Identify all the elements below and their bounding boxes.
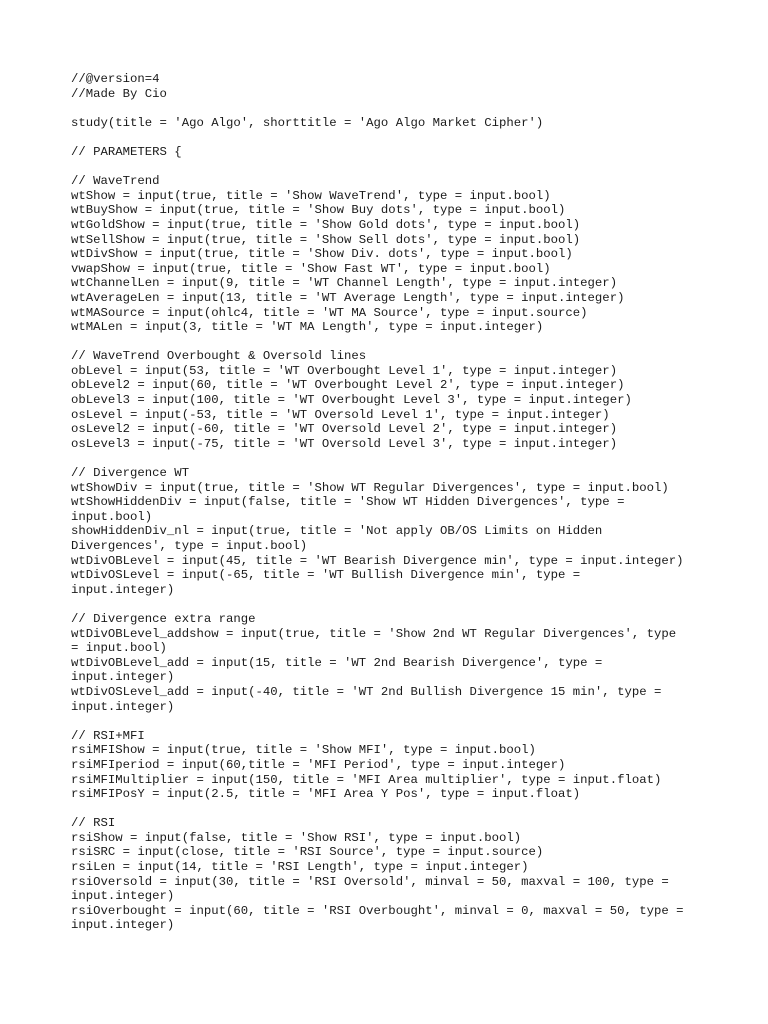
code-line: wtSellShow = input(true, title = 'Show Sell dots', type = input.bool) [71,232,581,247]
code-line: // WaveTrend [71,174,160,189]
code-line: study(title = 'Ago Algo', shorttitle = 'Ago Algo Market Cipher') [71,115,544,130]
blank-line [71,101,711,116]
code-line: wtShow = input(true, title = 'Show WaveTrend', type = input.bool) [71,188,551,203]
code-line: obLevel3 = input(100, title = 'WT Overbought Level 3', type = input.integer) [71,393,632,408]
blank-line [71,451,711,466]
code-line: // PARAMETERS { [71,144,182,159]
code-line: showHiddenDiv_nl = input(true, title = 'Not apply OB/OS Limits on Hidden [71,524,603,539]
code-line: rsiLen = input(14, title = 'RSI Length', type = input.integer) [71,860,529,875]
code-line: // RSI+MFI [71,728,145,743]
code-line: input.integer) [71,918,175,933]
code-line: // Divergence extra range [71,611,256,626]
code-line: wtBuyShow = input(true, title = 'Show Buy dots', type = input.bool) [71,203,566,218]
code-line: wtMASource = input(ohlc4, title = 'WT MA Source', type = input.source) [71,305,588,320]
code-line: // RSI [71,816,116,831]
code-line: rsiShow = input(false, title = 'Show RSI', type = input.bool) [71,830,522,845]
code-line: wtDivOBLevel_addshow = input(true, title = 'Show 2nd WT Regular Divergences', type [71,626,677,641]
code-line: wtDivOBLevel_add = input(15, title = 'WT 2nd Bearish Divergence', type = [71,655,603,670]
code-line: Divergences', type = input.bool) [71,539,308,553]
code-line: obLevel2 = input(60, title = 'WT Overbought Level 2', type = input.integer) [71,378,625,393]
code-line: // WaveTrend Overbought & Oversold lines [71,349,367,364]
blank-line [71,597,711,612]
code-listing [71,72,711,933]
code-line: rsiMFIPosY = input(2.5, title = 'MFI Area Y Pos', type = input.float) [71,787,581,802]
code-line: wtGoldShow = input(true, title = 'Show Gold dots', type = input.bool) [71,217,581,232]
code-line: rsiMFIMultiplier = input(150, title = 'MFI Area multiplier', type = input.float) [71,772,662,787]
code-line: //@version=4 [71,72,160,86]
blank-line [71,160,711,175]
code-line: wtDivOBLevel = input(45, title = 'WT Bearish Divergence min', type = input.integer) [71,553,684,568]
code-line: wtAverageLen = input(13, title = 'WT Average Length', type = input.integer) [71,290,625,305]
code-line: rsiMFIShow = input(true, title = 'Show MFI', type = input.bool) [71,743,536,758]
code-line: input.integer) [71,699,175,714]
code-line: wtShowHiddenDiv = input(false, title = 'Show WT Hidden Divergences', type = [71,495,625,510]
code-line: osLevel2 = input(-60, title = 'WT Oversold Level 2', type = input.integer) [71,422,618,437]
code-line: wtShowDiv = input(true, title = 'Show WT Regular Divergences', type = input.bool) [71,480,669,495]
code-line: wtDivOSLevel_add = input(-40, title = 'WT 2nd Bullish Divergence 15 min', type = [71,684,662,699]
code-line: wtMALen = input(3, title = 'WT MA Length', type = input.integer) [71,320,544,335]
code-line: rsiOverbought = input(60, title = 'RSI Overbought', minval = 0, maxval = 50, type = [71,903,684,918]
code-line: wtDivShow = input(true, title = 'Show Div. dots', type = input.bool) [71,247,573,262]
code-line: rsiOversold = input(30, title = 'RSI Oversold', minval = 50, maxval = 100, type = [71,874,669,889]
code-line: rsiMFIperiod = input(60,title = 'MFI Period', type = input.integer) [71,757,566,772]
blank-line [71,335,711,350]
code-line: vwapShow = input(true, title = 'Show Fast WT', type = input.bool) [71,261,551,276]
code-line: osLevel = input(-53, title = 'WT Oversold Level 1', type = input.integer) [71,407,610,422]
blank-line [71,130,711,145]
code-line: osLevel3 = input(-75, title = 'WT Oversold Level 3', type = input.integer) [71,436,618,451]
code-line: // Divergence WT [71,466,190,481]
code-line: wtChannelLen = input(9, title = 'WT Channel Length', type = input.integer) [71,276,618,291]
code-line: input.bool) [71,509,153,524]
code-line: wtDivOSLevel = input(-65, title = 'WT Bullish Divergence min', type = [71,568,581,583]
code-line: input.integer) [71,670,175,685]
code-line: //Made By Cio [71,86,167,101]
code-line: = input.bool) [71,641,167,656]
blank-line [71,714,711,729]
code-line: obLevel = input(53, title = 'WT Overbought Level 1', type = input.integer) [71,363,618,378]
code-line: input.integer) [71,582,175,597]
code-line: rsiSRC = input(close, title = 'RSI Source', type = input.source) [71,845,544,860]
blank-line [71,802,711,817]
code-line: input.integer) [71,889,175,904]
